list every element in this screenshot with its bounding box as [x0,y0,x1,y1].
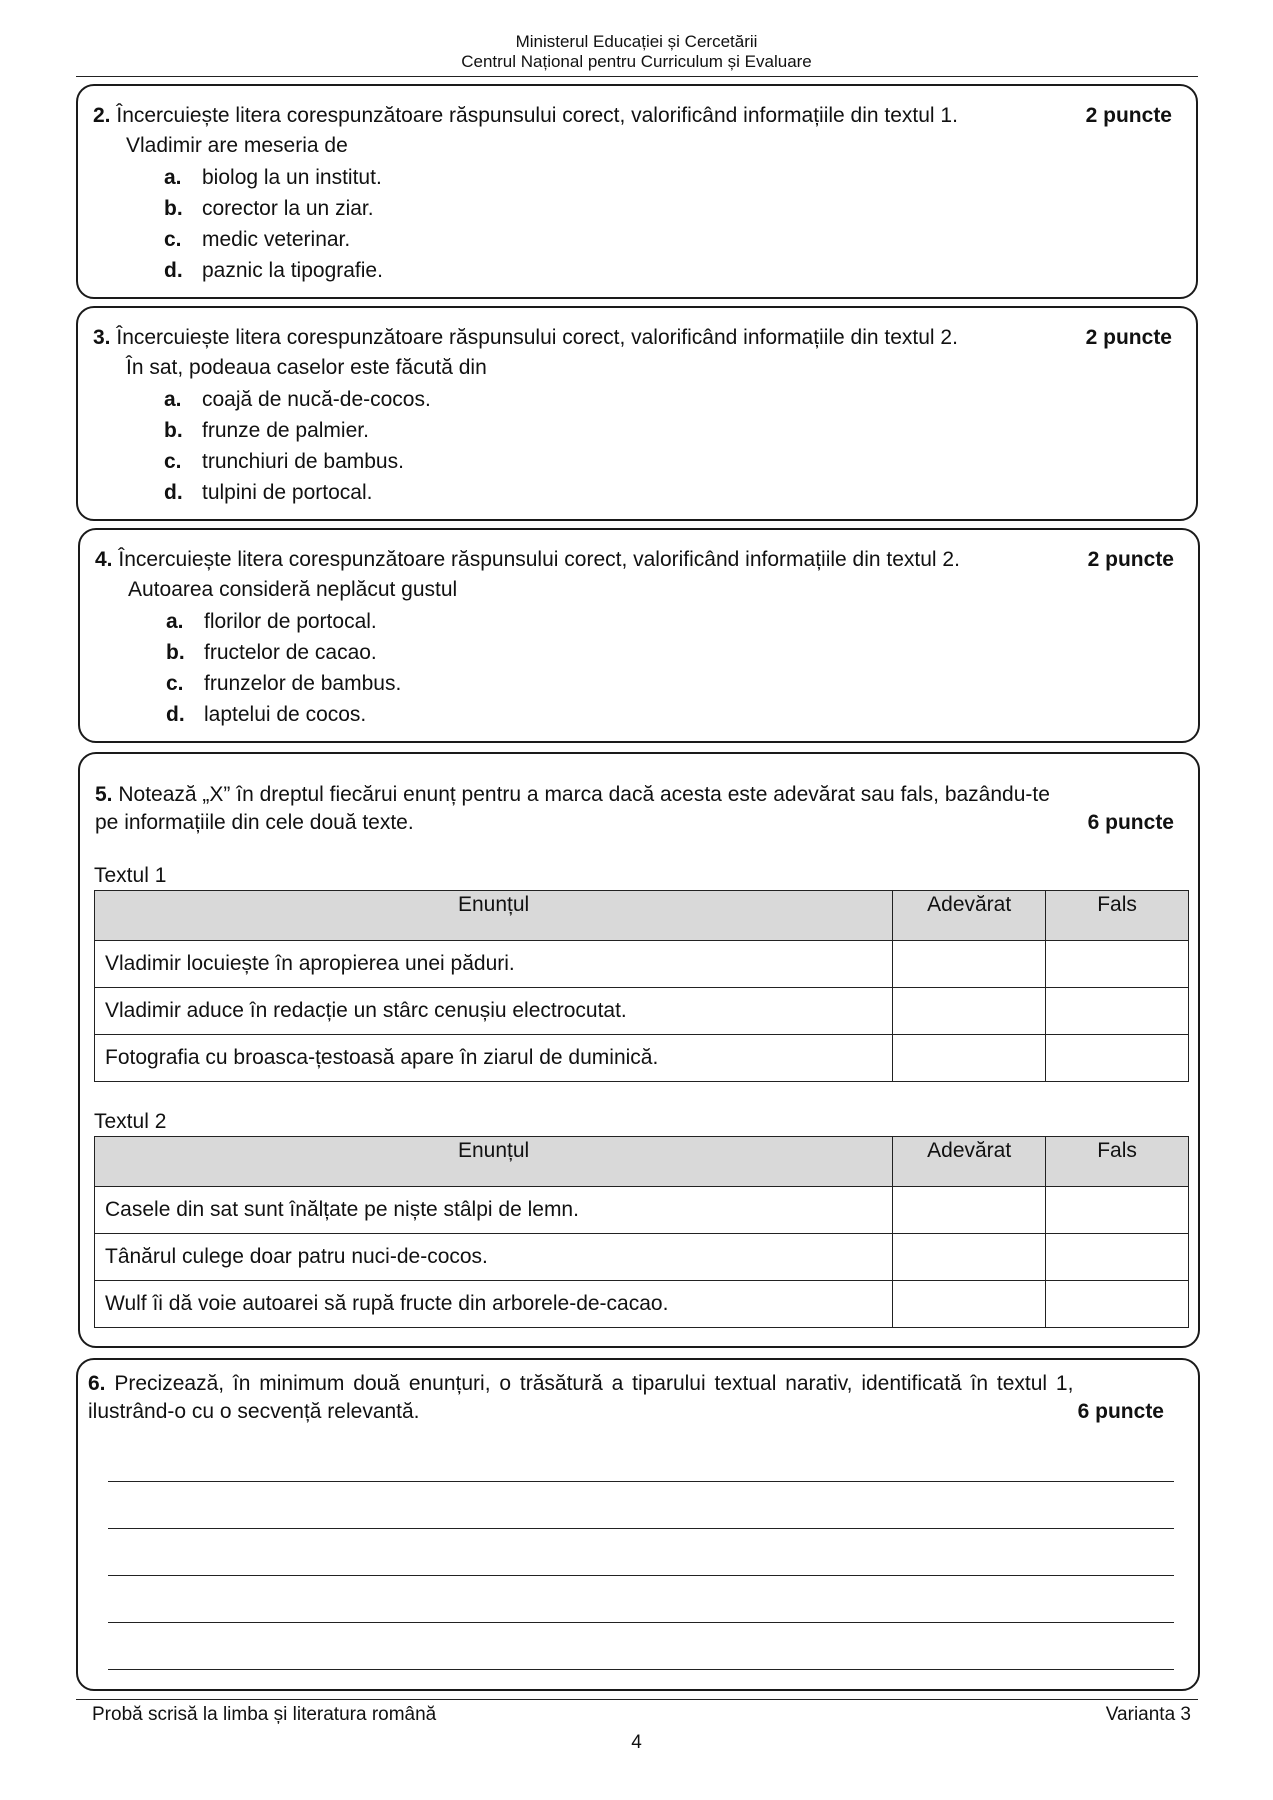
false-answer-cell[interactable] [1046,941,1189,988]
question-5-instruction-line-2: pe informațiile din cele două texte. 6 puncte [95,809,1186,837]
header-statement: Enunțul [95,891,893,941]
question-6-instruction-line-2: ilustrând-o cu o secvență relevantă. 6 puncte [88,1398,1176,1426]
false-answer-cell[interactable] [1046,1035,1189,1082]
question-4-instruction: Încercuiește litera corespunzătoare răspunsului corect, valorificând informațiile din textul 2. [118,548,960,571]
header-false: Fals [1046,891,1189,941]
question-3-instruction: Încercuiește litera corespunzătoare răspunsului corect, valorificând informațiile din textul 2. [116,326,958,349]
question-4-options [166,606,401,730]
question-4-number: 4. [95,548,113,571]
option-d[interactable]: d. tulpini de portocal. [164,481,373,504]
statement-cell: Tânărul culege doar patru nuci-de-cocos. [95,1234,893,1281]
header-ministry: Ministerul Educației și Cercetării [515,32,758,51]
option-a[interactable]: a. biolog la un institut. [164,166,382,189]
true-answer-cell[interactable] [893,941,1046,988]
statement-cell: Wulf îi dă voie autoarei să rupă fructe din arborele-de-cacao. [95,1281,893,1328]
option-d[interactable]: d. paznic la tipografie. [164,259,383,282]
question-5-instruction-line-1 [95,781,1186,809]
question-5-instruction: Notează „X” în dreptul fiecărui enunț pentru a marca dacă acesta este adevărat sau fals, bazându-te [118,783,1050,806]
true-false-table-1 [94,890,1189,1082]
answer-line[interactable] [108,1669,1174,1670]
statement-cell: Fotografia cu broasca-țestoasă apare în ziarul de duminică. [95,1035,893,1082]
header-center: Centrul Național pentru Curriculum și Evaluare [461,52,812,71]
answer-line[interactable] [108,1575,1174,1576]
question-2-points: 2 puncte [1085,104,1172,127]
false-answer-cell[interactable] [1046,988,1189,1035]
table-row [95,1035,1189,1082]
option-c[interactable]: c. frunzelor de bambus. [166,672,402,695]
table-row [95,1187,1189,1234]
footer-variant: Varianta 3 [1105,1704,1191,1725]
option-c[interactable]: c. medic veterinar. [164,228,351,251]
header-statement: Enunțul [95,1137,893,1187]
option-b[interactable]: b. frunze de palmier. [164,419,369,442]
true-answer-cell[interactable] [893,988,1046,1035]
table-row [95,988,1189,1035]
header-false: Fals [1046,1137,1189,1187]
option-b[interactable]: b. fructelor de cacao. [166,641,377,664]
question-3-options [164,384,431,508]
false-answer-cell[interactable] [1046,1234,1189,1281]
answer-line[interactable] [108,1481,1174,1482]
question-2-number: 2. [93,104,111,127]
question-5-box [78,752,1200,1348]
header-true: Adevărat [893,1137,1046,1187]
option-a[interactable]: a. florilor de portocal. [166,610,377,633]
answer-line[interactable] [108,1622,1174,1623]
page-number: 4 [631,1732,642,1753]
table-1-label: Textul 1 [94,864,167,887]
false-answer-cell[interactable] [1046,1281,1189,1328]
statement-cell: Casele din sat sunt înălțate pe niște stâlpi de lemn. [95,1187,893,1234]
true-answer-cell[interactable] [893,1035,1046,1082]
question-3-number: 3. [93,326,111,349]
question-2-instruction: Încercuiește litera corespunzătoare răspunsului corect, valorificând informațiile din textul 1. [116,104,958,127]
table-row [95,1281,1189,1328]
true-answer-cell[interactable] [893,1234,1046,1281]
option-b[interactable]: b. corector la un ziar. [164,197,374,220]
question-3-points: 2 puncte [1085,326,1172,349]
true-answer-cell[interactable] [893,1281,1046,1328]
question-6-instruction: Precizează, în minimum două enunțuri, o trăsătură a tiparului textual narativ, identificată în textul 1, [114,1372,1074,1395]
question-4-points: 2 puncte [1087,548,1174,571]
option-c[interactable]: c. trunchiuri de bambus. [164,450,404,473]
table-header-row [95,891,1189,941]
question-6-instruction-line-1 [88,1370,1186,1398]
true-answer-cell[interactable] [893,1187,1046,1234]
footer-exam-title: Probă scrisă la limba și literatura română [92,1704,437,1725]
false-answer-cell[interactable] [1046,1187,1189,1234]
table-row [95,1234,1189,1281]
table-2-label: Textul 2 [94,1110,167,1133]
question-4-box [78,528,1200,743]
question-6-points: 6 puncte [1077,1400,1164,1423]
question-5-points: 6 puncte [1087,811,1174,834]
header-true: Adevărat [893,891,1046,941]
header-divider [76,76,1198,77]
option-d[interactable]: d. laptelui de cocos. [166,703,367,726]
true-false-table-2 [94,1136,1189,1328]
question-4-instruction-line [95,546,1186,574]
question-3-instruction-line [93,324,1184,352]
question-6-box [76,1358,1200,1691]
footer-divider [76,1699,1198,1700]
question-3-box [76,306,1198,521]
statement-cell: Vladimir locuiește în apropierea unei păduri. [95,941,893,988]
answer-line[interactable] [108,1528,1174,1529]
statement-cell: Vladimir aduce în redacție un stârc cenușiu electrocutat. [95,988,893,1035]
question-2-options [164,162,383,286]
question-2-instruction-line [93,102,1184,130]
question-2-box [76,84,1198,299]
question-2-stem: Vladimir are meseria de [126,134,348,157]
table-header-row [95,1137,1189,1187]
option-a[interactable]: a. coajă de nucă-de-cocos. [164,388,431,411]
question-5-number: 5. [95,783,113,806]
question-6-number: 6. [88,1372,106,1395]
question-4-stem: Autoarea consideră neplăcut gustul [128,578,458,601]
question-3-stem: În sat, podeaua caselor este făcută din [126,356,487,379]
table-row [95,941,1189,988]
page-header [0,32,1273,72]
